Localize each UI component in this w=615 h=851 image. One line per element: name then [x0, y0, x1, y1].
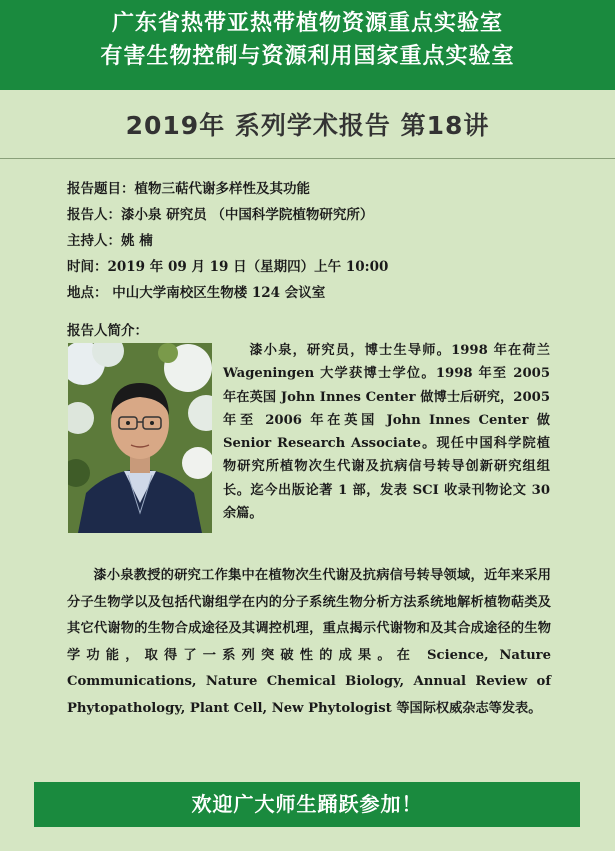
welcome-text: 欢迎广大师生踊跃参加！ [191, 792, 423, 816]
divider [0, 158, 615, 159]
research-text: 漆小泉教授的研究工作集中在植物次生代谢及抗病信号转导领域，近年来采用分子生物学以及包括代谢组学在内的分子系统生物分析方法系统地解析植物萜类及其它代谢物的生物合成途径及其调控机理，重点揭示代谢物和及其合成途径的生物学功能，取得了一系列突破性的成果。在 Science, Nature Communications, Nature Chemical Biology, Annual Review of Phytopathology, Plant Cell, New Phytologist 等国际权威杂志等发表。 [67, 568, 551, 716]
welcome-banner [34, 782, 580, 827]
event-info [67, 176, 388, 306]
header-banner [0, 0, 615, 90]
place-line: 地点： 中山大学南校区生物楼 124 会议室 [67, 285, 326, 301]
time-line: 时间：2019 年 09 月 19 日（星期四）上午 10:00 [67, 259, 389, 275]
page-title: 2019年 系列学术报告 第18讲 [125, 111, 490, 140]
lab-name-2: 有害生物控制与资源利用国家重点实验室 [100, 44, 515, 69]
topic-line: 报告题目：植物三萜代谢多样性及其功能 [67, 181, 310, 197]
speaker-photo [68, 343, 212, 533]
lab-name-1: 广东省热带亚热带植物资源重点实验室 [111, 11, 503, 36]
host-line: 主持人：姚 楠 [67, 233, 153, 249]
speaker-portrait-image [68, 343, 212, 533]
research-section [67, 563, 551, 723]
speaker-line: 报告人：漆小泉 研究员 （中国科学院植物研究所） [67, 207, 374, 223]
bio-paragraph [223, 339, 550, 525]
bio-text: 漆小泉，研究员，博士生导师。1998 年在荷兰 Wageningen 大学获博士学位。1998 年至 2005 年在英国 John Innes Center 做博士后研究，2005 年至 2006 年在英国 John Innes Center 做 Senior Research Associate。现任中国科学院植物研究所植物次生代谢及抗病信号转导创新研究组组长。迄今出版论著 1 部，发表 SCI 收录刊物论文 30 余篇。 [223, 343, 550, 522]
bio-heading: 报告人简介： [67, 323, 148, 339]
